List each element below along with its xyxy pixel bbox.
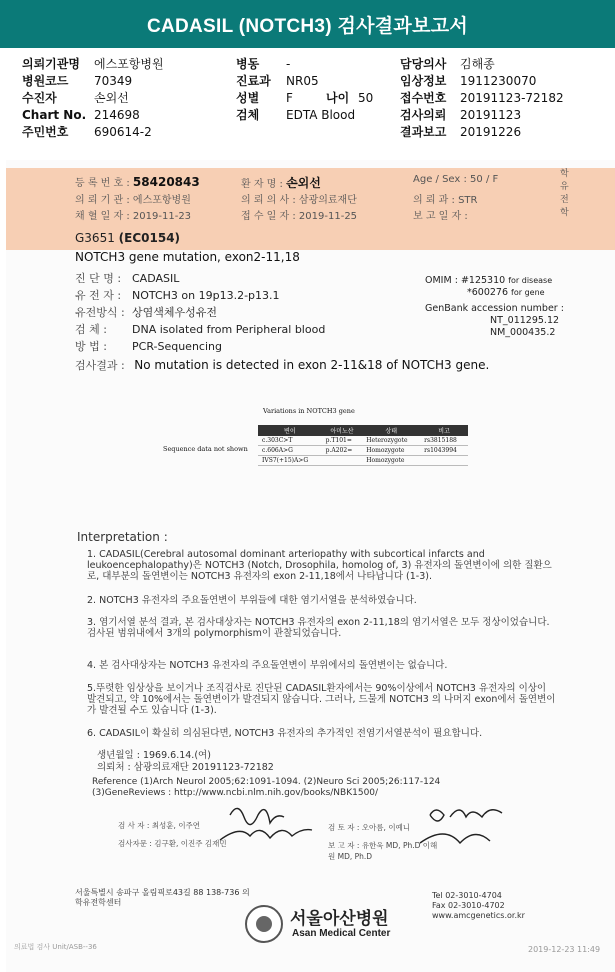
interp-item-1: 1. CADASIL(Cerebral autosomal dominant arteriopathy with subcortical infarcts and leukoencephalopathy)은 NOTCH3 (Notch, Drosophila, homolog of, 3) 유전자의 돌연변이에 의한 질환으로, 대부분의 돌연변이는 NOTCH3 유전자의 exon 2-11,18에서 나타납니다 (1-3). — [87, 549, 552, 582]
reviewer: 오아름, 이예니 — [361, 823, 411, 832]
table-row: IVS7(+15)A>G Homozygote — [258, 456, 468, 466]
diagnosis: CADASIL — [132, 272, 180, 285]
inst-value: 에스포항병원 — [132, 195, 191, 206]
doctor-label: 의 뢰 의 사 : — [241, 195, 296, 206]
table-row: c.606A>G p.A202= Homozygote rs1043994 — [258, 446, 468, 456]
specimen: DNA isolated from Peripheral blood — [132, 323, 326, 336]
info-row: 주민번호 690614-2 — [22, 125, 152, 139]
supervisor: 김구환, 이진주 김재민 — [154, 839, 227, 848]
hospital-name-en: Asan Medical Center — [292, 928, 391, 939]
info-column-2 — [236, 56, 396, 124]
footer-address: 서울특별시 송파구 올림픽로43길 88 138-736 의학유전학센터 — [75, 888, 250, 907]
omim-disease: #125310 — [460, 275, 506, 286]
table-row: c.303C>T p.T101= Heterozygote rs3815188 — [258, 436, 468, 446]
birth-date: 생년월일 : 1969.6.14.(여) — [97, 750, 211, 761]
side-label: 학유전학 — [560, 169, 569, 218]
info-row: 검체 EDTA Blood — [236, 108, 356, 122]
test-code: G3651 — [75, 231, 115, 245]
omim-block: OMIM : #125310 for disease *600276 for gene — [425, 275, 553, 298]
variations-title: Variations in NOTCH3 gene — [263, 407, 355, 415]
gene: NOTCH3 on 19p13.2-p13.1 — [132, 289, 280, 302]
age-value: 50 — [358, 91, 374, 105]
interp-item-3: 3. 염기서열 분석 결과, 본 검사대상자는 NOTCH3 유전자의 exon 2-11,18의 염기서열은 모두 정상이었습니다. 검사된 범위내에서 3개의 polymorphism이 관찰되었습니다. — [87, 617, 550, 639]
omim-gene: *600276 — [467, 287, 509, 298]
info-row: 성별 F 나이 50 — [236, 91, 374, 105]
draw-label: 채 혈 일 자 : — [75, 211, 130, 222]
genbank-1: NT_011295.12 — [490, 315, 560, 326]
recv-value: 2019-11-25 — [298, 211, 358, 222]
recv-label: 접 수 일 자 : — [241, 211, 296, 222]
signature-1 — [210, 795, 320, 855]
result-value: No mutation is detected in exon 2-11&18 of NOTCH3 gene. — [134, 358, 490, 372]
dept: 의 뢰 과 : STR — [413, 195, 478, 206]
test-details: 진 단 명 : CADASIL 유 전 자 : NOTCH3 on 19p13.2-p13.1 유전방식 : 상염색체우성유전 검 체 : DNA isolated from Peripheral blood 방 법 : PCR-Sequencing — [75, 272, 326, 353]
info-row: 담당의사 김해종 — [400, 57, 495, 71]
genbank-2: NM_000435.2 — [490, 327, 556, 338]
interp-item-6: 6. CADASIL이 확실히 의심된다면, NOTCH3 유전자의 추가적인 전염기서열분석이 필요합니다. — [87, 728, 483, 739]
info-column-1 — [22, 56, 212, 141]
interpretation-title: Interpretation : — [77, 530, 168, 544]
report-date-label: 보 고 일 자 : — [413, 211, 468, 222]
signature-2 — [410, 795, 530, 855]
form-code: 의료법 검사 Unit/ASB--36 — [14, 943, 97, 951]
sequence-note: Sequence data not shown — [163, 445, 248, 453]
draw-value: 2019-11-23 — [132, 211, 192, 222]
info-row: 수진자 손외선 — [22, 91, 129, 105]
info-row: 의뢰기관명 에스포항병원 — [22, 57, 164, 71]
result-label: 검사결과 : — [75, 359, 125, 372]
doctor-value: 삼광의료재단 — [298, 195, 357, 206]
test-name: NOTCH3 gene mutation, exon2-11,18 — [75, 250, 300, 264]
method: PCR-Sequencing — [132, 340, 222, 353]
ec-code: (EC0154) — [118, 231, 181, 245]
requester: 의뢰처 : 삼광의료재단 20191123-72182 — [97, 762, 274, 773]
info-column-3 — [400, 56, 600, 141]
reg-value: 58420843 — [132, 175, 200, 189]
patient-value: 손외선 — [286, 176, 321, 190]
genbank-block: GenBank accession number : NT_011295.12 NM_000435.2 — [425, 303, 564, 338]
age-label: 나이 — [326, 91, 350, 105]
reporter: 유한욱 MD, Ph.D 이해원 MD, Ph.D — [328, 841, 438, 861]
info-row: 진료과 NR05 — [236, 74, 319, 88]
inheritance: 상염색체우성유전 — [132, 306, 218, 319]
info-row: 결과보고 20191226 — [400, 125, 522, 139]
interp-item-2: 2. NOTCH3 유전자의 주요돌연변이 부위들에 대한 염기서열을 분석하였습니다. — [87, 595, 417, 606]
report-title: CADASIL (NOTCH3) 검사결과보고서 — [0, 0, 615, 48]
interp-item-5: 5.뚜렷한 임상상을 보이거나 조직검사로 진단된 CADASIL환자에서는 90%이상에서 NOTCH3 유전자의 이상이 발견되고, 약 10%에서는 돌연변이가 발견되지 않습니다. 그러나, 드물게 NOTCH3 의 나머지 exon에서 돌연변이가 발견될 수도 있습니다 (1-3). — [87, 683, 556, 716]
tester: 최성훈, 이주연 — [151, 821, 201, 830]
info-row: 병동 - — [236, 57, 291, 71]
footer-contact: Tel 02-3010-4704 Fax 02-3010-4702 www.amcgenetics.or.kr — [432, 891, 525, 920]
reference: Reference (1)Arch Neurol 2005;62:1091-1094. (2)Neuro Sci 2005;26:117-124 (3)GeneReviews : http://www.ncbi.nlm.nih.gov/books/NBK1500/ — [92, 777, 441, 798]
info-row: 임상정보 1911230070 — [400, 74, 537, 88]
info-row: 검사의뢰 20191123 — [400, 108, 522, 122]
print-timestamp: 2019-12-23 11:49 — [528, 945, 601, 954]
inst-label: 의 뢰 기 관 : — [75, 195, 130, 206]
asan-foundation-seal-icon — [245, 905, 283, 943]
variations-table: 변이 아미노산 상태 비고 c.303C>T p.T101= Heterozygote rs3815188 c.606A>G p.A202= Homozygote rs1043994 IVS7(+15)A>G Homozygote — [258, 425, 468, 466]
age-sex: Age / Sex : 50 / F — [413, 174, 499, 185]
interp-item-4: 4. 본 검사대상자는 NOTCH3 유전자의 주요돌연변이 부위에서의 돌연변이는 없습니다. — [87, 660, 448, 671]
info-row: 접수번호 20191123-72182 — [400, 91, 564, 105]
patient-label: 환 자 명 : — [241, 179, 283, 190]
info-row: 병원코드 70349 — [22, 74, 133, 88]
hospital-name-ko: 서울아산병원 — [290, 909, 389, 929]
reg-label: 등 록 번 호 : — [75, 178, 130, 189]
info-row: Chart No. 214698 — [22, 108, 140, 122]
